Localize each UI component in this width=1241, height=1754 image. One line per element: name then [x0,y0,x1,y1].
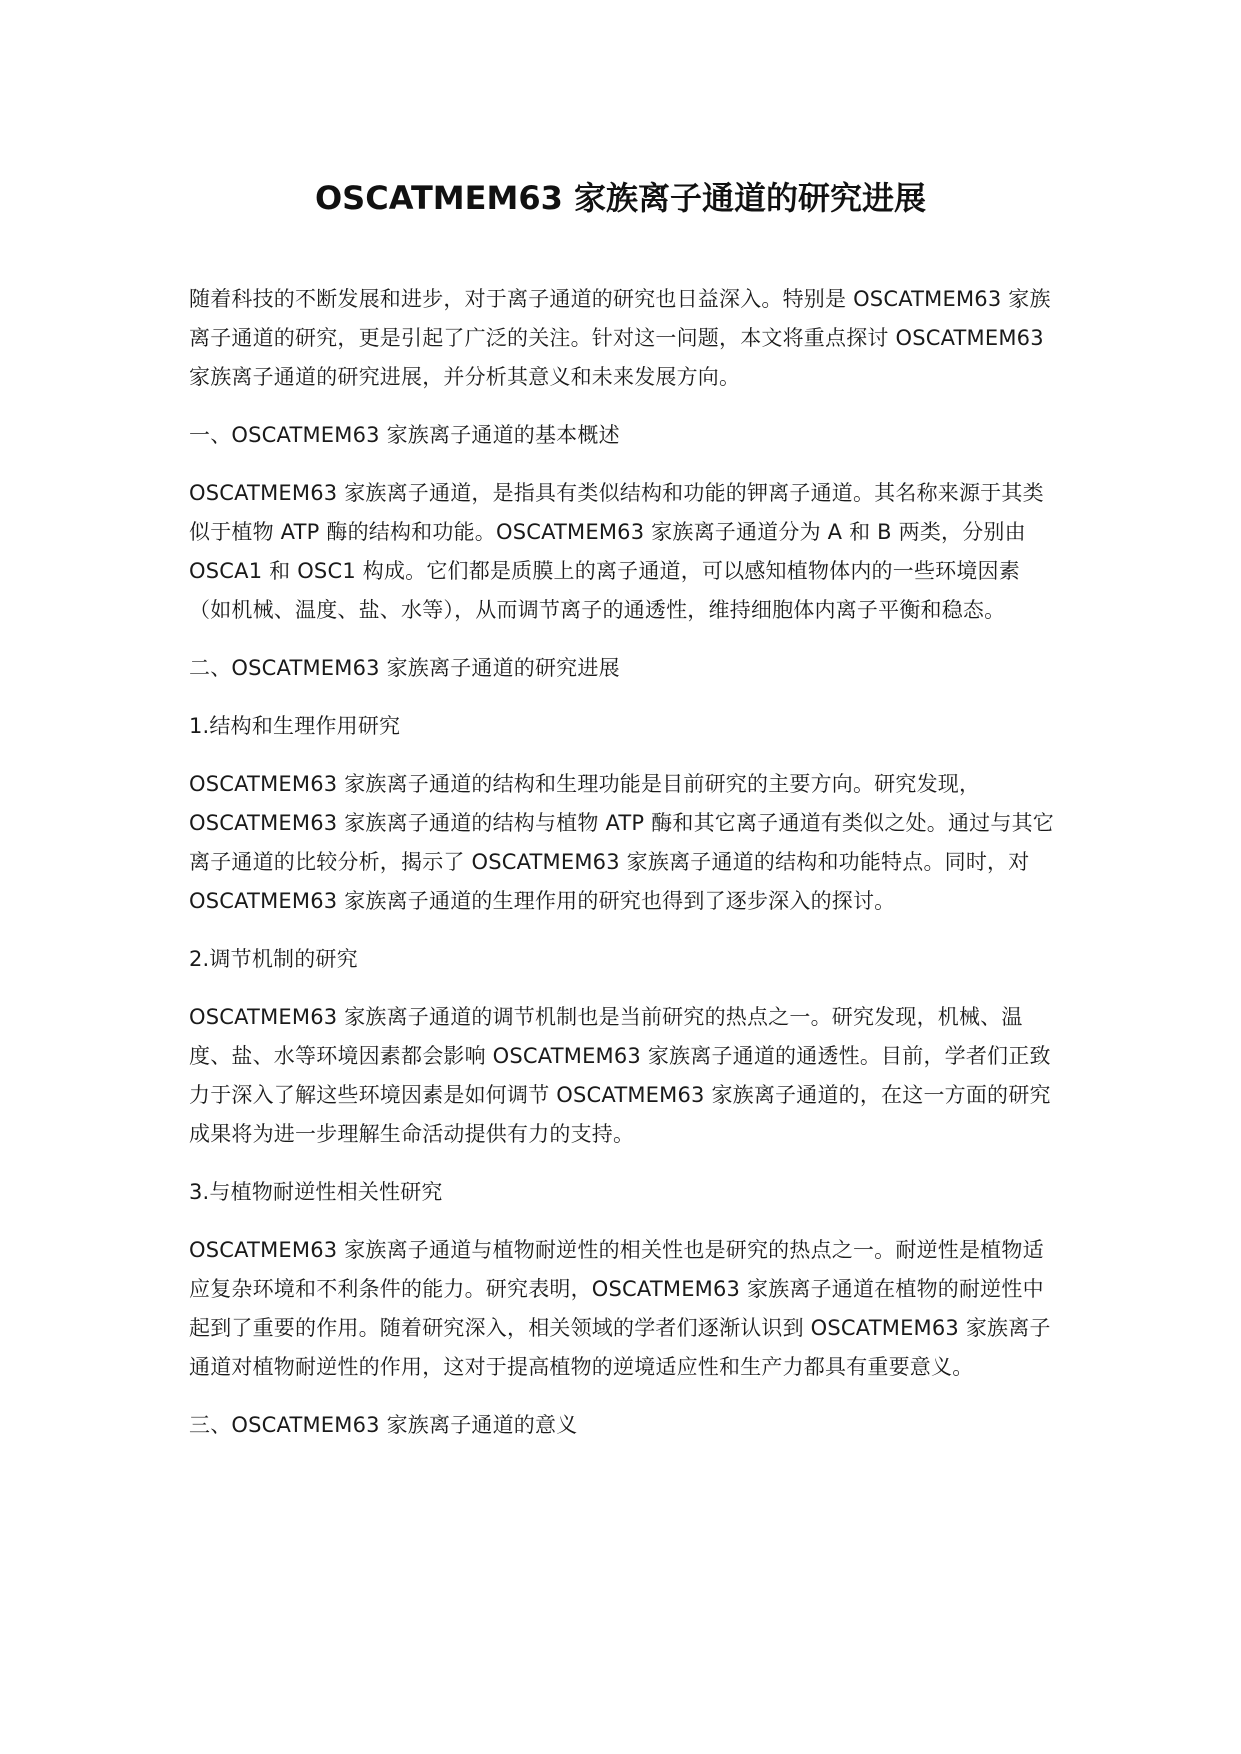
section-1-paragraph: OSCATMEM63 家族离子通道，是指具有类似结构和功能的钾离子通道。其名称来源于其类似于植物 ATP 酶的结构和功能。OSCATMEM63 家族离子通道分为 A 和 B 两类，分别由 OSCA1 和 OSC1 构成。它们都是质膜上的离子通道，可以感知植物体内的一些环境因素（如机械、温度、盐、水等），从而调节离子的通透性，维持细胞体内离子平衡和稳态。 [189,481,1044,622]
subsection-2-1-paragraph: OSCATMEM63 家族离子通道的结构和生理功能是目前研究的主要方向。研究发现，OSCATMEM63 家族离子通道的结构与植物 ATP 酶和其它离子通道有类似之处。通过与其它离子通道的比较分析，揭示了 OSCATMEM63 家族离子通道的结构和功能特点。同时，对 OSCATMEM63 家族离子通道的生理作用的研究也得到了逐步深入的探讨。 [189,772,1054,913]
section-3-heading: 三、OSCATMEM63 家族离子通道的意义 [189,1413,578,1437]
intro-paragraph: 随着科技的不断发展和进步，对于离子通道的研究也日益深入。特别是 OSCATMEM63 家族离子通道的研究，更是引起了广泛的关注。针对这一问题，本文将重点探讨 OSCATMEM63 家族离子通道的研究进展，并分析其意义和未来发展方向。 [189,287,1051,389]
subsection-2-3-heading: 3.与植物耐逆性相关性研究 [189,1180,443,1204]
subsection-2-1-heading: 1.结构和生理作用研究 [189,714,401,738]
section-1-heading: 一、OSCATMEM63 家族离子通道的基本概述 [189,423,620,447]
document-body [189,280,1059,1464]
subsection-2-3-paragraph: OSCATMEM63 家族离子通道与植物耐逆性的相关性也是研究的热点之一。耐逆性是植物适应复杂环境和不利条件的能力。研究表明，OSCATMEM63 家族离子通道在植物的耐逆性中起到了重要的作用。随着研究深入，相关领域的学者们逐渐认识到 OSCATMEM63 家族离子通道对植物耐逆性的作用，这对于提高植物的逆境适应性和生产力都具有重要意义。 [189,1238,1051,1379]
subsection-2-2-heading: 2.调节机制的研究 [189,947,358,971]
subsection-2-2-paragraph: OSCATMEM63 家族离子通道的调节机制也是当前研究的热点之一。研究发现，机械、温度、盐、水等环境因素都会影响 OSCATMEM63 家族离子通道的通透性。目前，学者们正致力于深入了解这些环境因素是如何调节 OSCATMEM63 家族离子通道的，在这一方面的研究成果将为进一步理解生命活动提供有力的支持。 [189,1005,1051,1146]
document-title: OSCATMEM63 家族离子通道的研究进展 [314,179,927,217]
section-2-heading: 二、OSCATMEM63 家族离子通道的研究进展 [189,656,620,680]
